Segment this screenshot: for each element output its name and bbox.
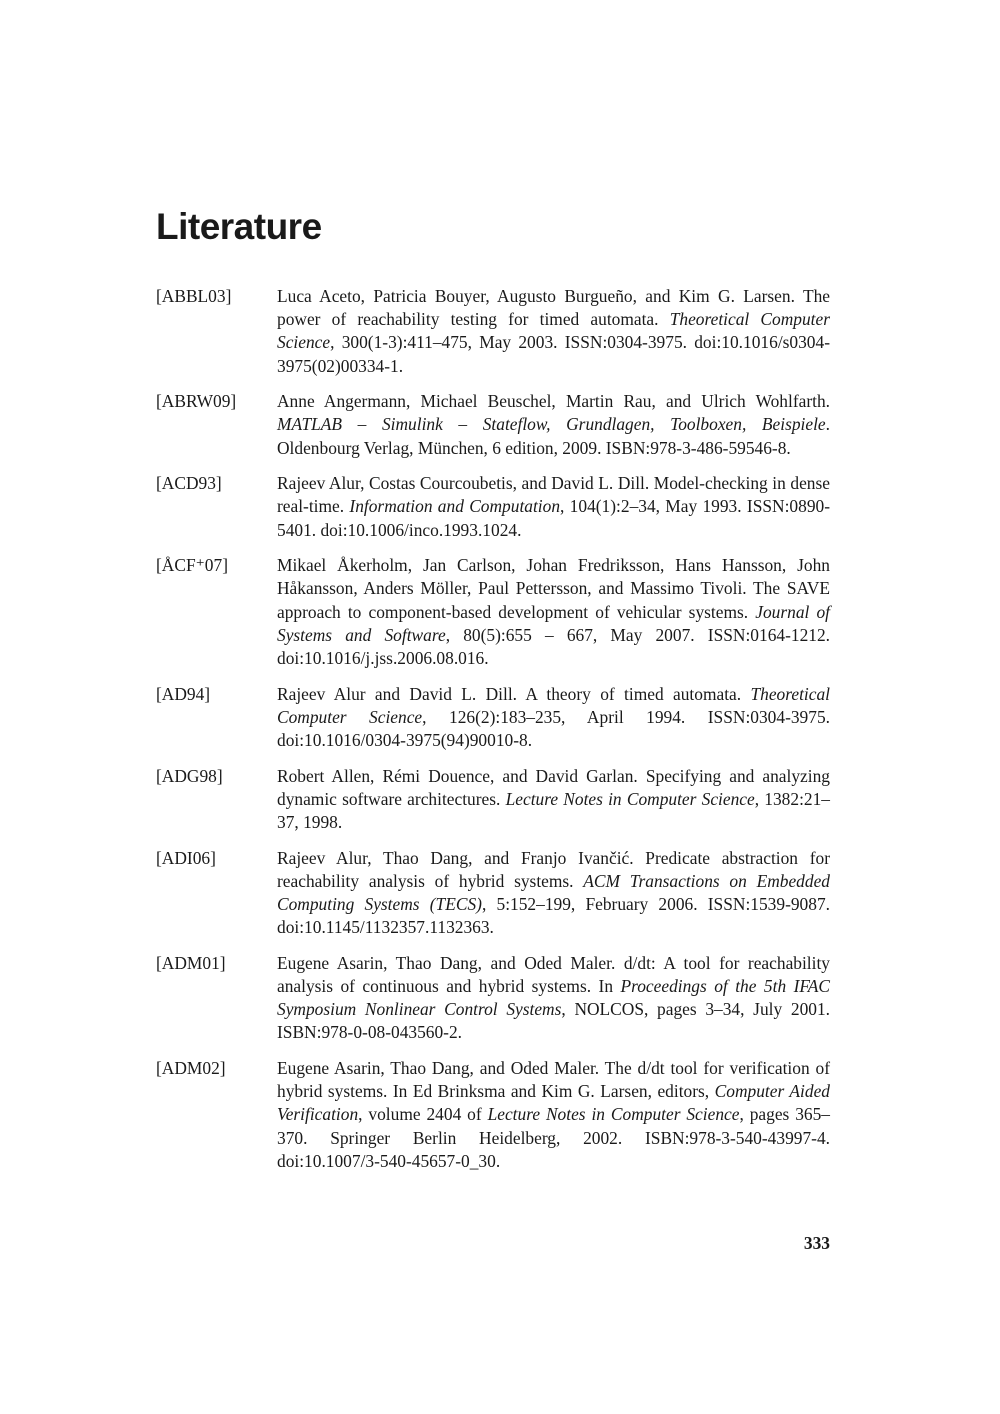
reference-entry — [156, 683, 830, 753]
reference-entry — [156, 390, 830, 460]
citation-key: [ADM01] — [156, 952, 226, 973]
citation-key: [AD94] — [156, 683, 211, 704]
page-number: 333 — [803, 1233, 830, 1253]
reference-entry — [156, 285, 830, 378]
reference-entry — [156, 952, 830, 1045]
reference-entry — [156, 847, 830, 940]
citation-key: [ABBL03] — [156, 286, 232, 306]
reference-entry — [156, 765, 830, 835]
reference-text: Eugene Asarin, Thao Dang, and Oded Maler. d/dt: A tool for reachability analysis of continuous and hybrid systems. In Proceedings of the 5th IFAC Symposium Nonlinear Control Systems, NOLCOS, pages 3–34, July 2001. ISBN:978-0-08-043560-2. — [277, 952, 830, 1043]
reference-entry — [156, 554, 830, 670]
reference-text: Luca Aceto, Patricia Bouyer, Augusto Burgueño, and Kim G. Larsen. The power of reachability testing for timed automata. Theoretical Computer Science, 300(1-3):411–475, May 2003. ISSN:0304-3975. doi:10.1016/s0304-3975(02)00334-1. — [277, 286, 830, 376]
citation-key: [ADM02] — [156, 1058, 226, 1079]
reference-text: Rajeev Alur and David L. Dill. A theory of timed automata. Theoretical Computer Science, 126(2):183–235, April 1994. ISSN:0304-3975. doi:10.1016/0304-3975(94)90010-8. — [277, 683, 830, 751]
citation-key: [ABRW09] — [156, 391, 237, 412]
reference-text: Eugene Asarin, Thao Dang, and Oded Maler. The d/dt tool for verification of hybrid systems. In Ed Brinksma and Kim G. Larsen, editors, Computer Aided Verification, volume 2404 of Lecture Notes in Computer Science, pages 365–370. Springer Berlin Heidelberg, 2002. ISBN:978-3-540-43997-4. doi:10.1007/3-540-45657-0_30. — [277, 1058, 831, 1171]
reference-text: Rajeev Alur, Costas Courcoubetis, and David L. Dill. Model-checking in dense real-time. Information and Computation, 104(1):2–34, May 1993. ISSN:0890-5401. doi:10.1006/inco.1993.1024. — [277, 473, 831, 540]
citation-key: [ADI06] — [156, 847, 216, 868]
reference-text: Anne Angermann, Michael Beuschel, Martin Rau, and Ulrich Wohlfarth. MATLAB – Simulink – Stateflow, Grundlagen, Toolboxen, Beispiele. Oldenbourg Verlag, München, 6 edition, 2009. ISBN:978-3-486-59546-8. — [277, 391, 830, 458]
reference-entry — [156, 472, 830, 542]
citation-key: [ACD93] — [156, 473, 222, 494]
reference-text: Mikael Åkerholm, Jan Carlson, Johan Fredriksson, Hans Hansson, John Håkansson, Anders Möller, Paul Pettersson, and Massimo Tivoli. The SAVE approach to component-based development of vehicular systems. Journal of Systems and Software, 80(5):655 – 667, May 2007. ISSN:0164-1212. doi:10.1016/j.jss.2006.08.016. — [277, 555, 831, 669]
reference-entry — [156, 1057, 830, 1173]
reference-text: Robert Allen, Rémi Douence, and David Garlan. Specifying and analyzing dynamic software architectures. Lecture Notes in Computer Science, 1382:21–37, 1998. — [277, 765, 830, 833]
reference-text: Rajeev Alur, Thao Dang, and Franjo Ivančić. Predicate abstraction for reachability analysis of hybrid systems. ACM Transactions on Embedded Computing Systems (TECS), 5:152–199, February 2006. ISSN:1539-9087. doi:10.1145/1132357.1132363. — [277, 847, 830, 938]
citation-key: [ÅCF⁺07] — [156, 555, 228, 576]
page-title: Literature — [156, 206, 322, 247]
reference-list — [156, 285, 830, 1185]
citation-key: [ADG98] — [156, 765, 223, 786]
